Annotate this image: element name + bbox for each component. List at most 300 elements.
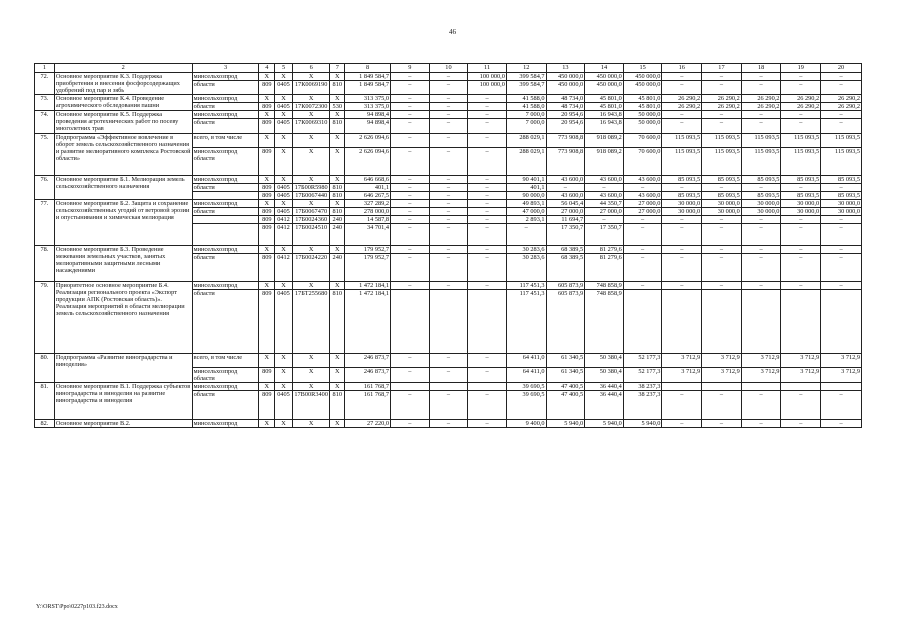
funding-amount-cell: – [391,192,430,200]
funding-amount-cell: – [468,282,507,290]
budget-code-cell: 0405 [275,290,293,354]
budget-code-cell: X [330,419,345,427]
funding-amount-cell: – [702,73,742,81]
table-row [35,419,862,427]
funding-amount-cell: 30 000,0 [702,200,742,208]
funding-amount-cell: – [702,119,742,133]
funding-amount-cell: – [429,176,468,184]
funding-amount-cell: 3 712,9 [702,354,742,368]
budget-code-cell: X [330,176,345,184]
funding-amount-cell: 646 668,6 [345,176,391,184]
funding-amount-cell: 48 734,0 [546,95,585,103]
funding-amount-cell: 41 588,0 [506,103,546,111]
budget-code-cell: 0405 [275,391,293,419]
funding-amount-cell: 313 375,0 [345,103,391,111]
funding-amount-cell: 94 898,4 [345,119,391,133]
program-activity-name: Основное мероприятие Б.3. Проведение межевания земельных участков, занятых мелиоративными защитными лесными насаждениями [54,245,192,281]
funding-amount-cell: – [662,391,702,419]
column-number-header: 6 [292,64,330,73]
funding-amount-cell: 47 400,5 [546,391,585,419]
funding-amount-cell: – [781,419,821,427]
responsible-executor: области [192,103,259,111]
responsible-executor: области [192,119,259,133]
funding-amount-cell: – [662,73,702,81]
table-row [35,73,862,81]
funding-amount-cell: 64 411,0 [506,354,546,368]
funding-amount-cell: 39 690,5 [506,383,546,391]
funding-amount-cell: – [468,200,507,208]
funding-amount-cell: – [546,184,585,192]
budget-code-cell: X [292,368,330,383]
column-number-header: 17 [702,64,742,73]
budget-code-cell: 810 [330,290,345,354]
funding-amount-cell: 26 290,2 [702,95,742,103]
funding-amount-cell: – [781,391,821,419]
responsible-executor: минсельхозпрод [192,419,259,427]
program-activity-name: Основное мероприятие В.1. Поддержка субъектов виноградарства и виноделия на развитие виноградарства и виноделия [54,383,192,419]
funding-amount-cell: – [821,245,862,253]
program-activity-name: Основное мероприятие К.4. Проведение агрохимического обследования пашни [54,95,192,111]
funding-amount-cell: 773 908,8 [546,147,585,175]
funding-amount-cell: 38 237,3 [623,383,662,391]
column-number-header: 8 [345,64,391,73]
funding-amount-cell: 11 694,7 [546,216,585,224]
budget-code-cell: X [292,282,330,290]
budget-code-cell: 240 [330,224,345,245]
funding-amount-cell: 161 768,7 [345,391,391,419]
funding-amount-cell: – [781,245,821,253]
responsible-executor: минсельхозпрод [192,245,259,253]
funding-amount-cell: – [429,354,468,368]
funding-amount-cell [741,383,781,391]
budget-code-cell: X [292,419,330,427]
budget-code-cell: X [275,368,293,383]
budget-code-cell: 240 [330,216,345,224]
funding-amount-cell: 115 093,5 [741,133,781,147]
budget-code-cell: X [330,200,345,208]
funding-amount-cell: 115 093,5 [781,133,821,147]
funding-amount-cell: – [821,253,862,281]
column-number-header: 7 [330,64,345,73]
funding-amount-cell: 43 600,0 [585,176,624,184]
funding-amount-cell: 85 093,5 [702,192,742,200]
budget-code-cell: 0405 [275,81,293,95]
funding-amount-cell: 45 801,0 [585,95,624,103]
funding-amount-cell: – [662,119,702,133]
funding-amount-cell: – [429,192,468,200]
funding-amount-cell: 30 000,0 [781,208,821,216]
responsible-executor: минсельхозпрод [192,200,259,208]
column-number-header: 18 [741,64,781,73]
column-number-header: 13 [546,64,585,73]
funding-amount-cell: – [585,216,624,224]
budget-code-cell: X [275,354,293,368]
funding-amount-cell: – [391,282,430,290]
budget-code-cell: 809 [259,391,275,419]
budget-code-cell: 809 [259,119,275,133]
row-number: 72. [35,73,55,95]
funding-amount-cell: 36 440,4 [585,391,624,419]
row-number: 80. [35,354,55,383]
funding-amount-cell: 7 000,0 [506,111,546,119]
budget-code-cell: 809 [259,208,275,216]
funding-amount-cell: 14 587,8 [345,216,391,224]
funding-amount-cell [662,383,702,391]
funding-amount-cell: 3 712,9 [662,368,702,383]
funding-amount-cell: 1 849 584,7 [345,81,391,95]
funding-amount-cell: 30 000,0 [702,208,742,216]
funding-amount-cell: 43 600,0 [623,192,662,200]
responsible-executor [192,192,259,200]
funding-amount-cell: 44 350,7 [585,200,624,208]
column-number-header: 12 [506,64,546,73]
funding-amount-cell: 450 000,0 [585,81,624,95]
funding-amount-cell: 85 093,5 [741,176,781,184]
funding-amount-cell: 117 451,3 [506,290,546,354]
funding-amount-cell: – [391,176,430,184]
funding-amount-cell: 16 943,8 [585,111,624,119]
budget-code-cell: 0405 [275,192,293,200]
column-number-header: 10 [429,64,468,73]
budget-code-cell: X [292,200,330,208]
funding-amount-cell: 401,1 [345,184,391,192]
budget-code-cell: X [259,95,275,103]
funding-amount-cell: – [468,119,507,133]
funding-amount-cell: – [429,147,468,175]
budget-code-cell: X [292,354,330,368]
funding-amount-cell: 450 000,0 [546,81,585,95]
funding-amount-cell: 3 712,9 [781,354,821,368]
responsible-executor: минсельхозпрод [192,282,259,290]
funding-amount-cell: – [702,391,742,419]
funding-amount-cell: 85 093,5 [662,192,702,200]
funding-amount-cell: – [741,73,781,81]
funding-amount-cell: 30 000,0 [662,200,702,208]
budget-code-cell: X [259,354,275,368]
funding-amount-cell: 26 290,2 [662,103,702,111]
funding-amount-cell: – [468,103,507,111]
funding-amount-cell [429,383,468,391]
funding-amount-cell: 30 000,0 [821,208,862,216]
funding-amount-cell: – [821,216,862,224]
responsible-executor [192,224,259,245]
funding-amount-cell: – [702,81,742,95]
budget-code-cell: 0405 [275,119,293,133]
budget-code-cell: 809 [259,103,275,111]
funding-amount-cell: – [429,368,468,383]
budget-code-cell: X [259,111,275,119]
funding-amount-cell: 64 411,0 [506,368,546,383]
funding-amount-cell: 26 290,2 [662,95,702,103]
funding-amount-cell: 27 000,0 [585,208,624,216]
column-number-header: 2 [54,64,192,73]
budget-code-cell: X [330,147,345,175]
funding-amount-cell [391,290,430,354]
funding-amount-cell: – [662,184,702,192]
table-row [35,133,862,147]
funding-amount-cell [429,290,468,354]
budget-code-cell: X [292,133,330,147]
funding-amount-cell: – [702,184,742,192]
funding-amount-cell: 179 952,7 [345,253,391,281]
funding-amount-cell: 399 584,7 [506,73,546,81]
funding-amount-cell: 85 093,5 [662,176,702,184]
budget-code-cell: 809 [259,253,275,281]
funding-amount-cell: 450 000,0 [546,73,585,81]
budget-code-cell: X [330,133,345,147]
budget-code-cell: 0405 [275,208,293,216]
funding-amount-cell: – [391,245,430,253]
funding-amount-cell [702,290,742,354]
funding-amount-cell: – [741,216,781,224]
funding-amount-cell: – [391,419,430,427]
funding-amount-cell: 30 000,0 [741,200,781,208]
budget-code-cell: X [259,282,275,290]
funding-amount-cell: – [741,253,781,281]
funding-amount-cell: 85 093,5 [781,192,821,200]
funding-amount-cell [662,290,702,354]
column-number-header: 16 [662,64,702,73]
funding-amount-cell: 30 000,0 [662,208,702,216]
funding-amount-cell: 81 279,6 [585,253,624,281]
funding-amount-cell: – [429,200,468,208]
funding-amount-cell: 3 712,9 [821,368,862,383]
responsible-executor: минсельхозпрод [192,111,259,119]
funding-amount-cell: – [585,184,624,192]
funding-amount-cell: 3 712,9 [702,368,742,383]
funding-amount-cell: – [741,245,781,253]
program-table-wrapper [34,63,862,428]
budget-code-cell: 17В00R3400 [292,391,330,419]
budget-code-cell: 810 [330,81,345,95]
funding-amount-cell: 81 279,6 [585,245,624,253]
funding-amount-cell: – [468,419,507,427]
funding-amount-cell: 5 940,0 [546,419,585,427]
funding-amount-cell: 918 089,2 [585,147,624,175]
funding-amount-cell: 17 350,7 [585,224,624,245]
funding-amount-cell: 2 626 094,6 [345,133,391,147]
funding-amount-cell: – [391,368,430,383]
funding-amount-cell: 3 712,9 [662,354,702,368]
funding-amount-cell: – [821,184,862,192]
funding-amount-cell: – [391,224,430,245]
responsible-executor [192,216,259,224]
funding-amount-cell: – [429,245,468,253]
row-number: 78. [35,245,55,281]
funding-amount-cell: – [662,419,702,427]
budget-code-cell: X [275,111,293,119]
funding-amount-cell: 39 690,5 [506,391,546,419]
funding-amount-cell: – [506,224,546,245]
budget-code-cell: X [292,383,330,391]
budget-code-cell: X [330,95,345,103]
responsible-executor: области [192,391,259,419]
funding-amount-cell: – [391,111,430,119]
funding-amount-cell: – [741,282,781,290]
funding-amount-cell: – [391,119,430,133]
budget-code-cell: X [259,383,275,391]
responsible-executor: всего, в том числе [192,133,259,147]
budget-code-cell: X [330,111,345,119]
funding-amount-cell: – [391,200,430,208]
funding-amount-cell: 90 401,1 [506,176,546,184]
funding-amount-cell: 748 858,9 [585,290,624,354]
funding-amount-cell: 7 000,0 [506,119,546,133]
funding-amount-cell: 327 289,2 [345,200,391,208]
budget-code-cell: X [330,383,345,391]
budget-code-cell: X [330,282,345,290]
funding-amount-cell: – [741,391,781,419]
funding-amount-cell: 47 000,0 [506,208,546,216]
budget-code-cell: 810 [330,391,345,419]
budget-code-cell: X [330,73,345,81]
budget-code-cell: X [292,245,330,253]
funding-amount-cell: – [781,282,821,290]
budget-code-cell: X [275,282,293,290]
funding-amount-cell: – [662,282,702,290]
funding-amount-cell: 50 380,4 [585,368,624,383]
funding-amount-cell: – [702,111,742,119]
funding-amount-cell: – [429,81,468,95]
table-row [35,282,862,290]
budget-code-cell: X [275,133,293,147]
funding-amount-cell: 20 954,6 [546,111,585,119]
row-number: 77. [35,200,55,245]
funding-amount-cell: 27 000,0 [623,208,662,216]
funding-amount-cell: 115 093,5 [741,147,781,175]
funding-amount-cell: – [468,147,507,175]
funding-amount-cell: 94 898,4 [345,111,391,119]
funding-amount-cell: 5 940,0 [623,419,662,427]
funding-amount-cell: – [821,419,862,427]
budget-code-cell: X [292,111,330,119]
funding-amount-cell: 1 472 184,1 [345,290,391,354]
funding-amount-cell: – [741,119,781,133]
funding-amount-cell: 50 000,0 [623,119,662,133]
page-number: 46 [449,28,456,36]
budget-code-cell: 530 [330,103,345,111]
budget-code-cell: 0412 [275,224,293,245]
responsible-executor: минсельхозпрод области [192,368,259,383]
responsible-executor: области [192,253,259,281]
funding-amount-cell: 17 350,7 [546,224,585,245]
budget-code-cell: 17Б0024220 [292,253,330,281]
budget-code-cell: 809 [259,192,275,200]
funding-amount-cell: 16 943,8 [585,119,624,133]
funding-amount-cell: – [468,253,507,281]
funding-amount-cell: – [821,73,862,81]
responsible-executor: минсельхозпрод [192,383,259,391]
funding-amount-cell: 646 267,5 [345,192,391,200]
funding-amount-cell: 85 093,5 [821,192,862,200]
funding-amount-cell: – [429,119,468,133]
row-number: 76. [35,176,55,200]
funding-amount-cell: – [662,111,702,119]
funding-amount-cell: 30 283,6 [506,253,546,281]
budget-code-cell: 0412 [275,253,293,281]
funding-amount-cell: – [662,224,702,245]
funding-amount-cell: – [741,419,781,427]
funding-amount-cell: 50 000,0 [623,111,662,119]
budget-code-cell: 17К0069190 [292,81,330,95]
funding-amount-cell: – [429,111,468,119]
row-number: 73. [35,95,55,111]
funding-amount-cell: 100 000,0 [468,73,507,81]
funding-amount-cell: 43 600,0 [546,192,585,200]
funding-amount-cell: 605 873,9 [546,290,585,354]
funding-amount-cell: 26 290,2 [821,95,862,103]
budget-code-cell: X [292,147,330,175]
budget-code-cell: X [259,200,275,208]
funding-amount-cell: 48 734,0 [546,103,585,111]
funding-amount-cell: – [623,245,662,253]
funding-amount-cell: 399 584,7 [506,81,546,95]
funding-amount-cell: – [391,253,430,281]
funding-amount-cell: – [429,103,468,111]
funding-amount-cell: – [781,119,821,133]
funding-amount-cell: 115 093,5 [821,133,862,147]
funding-amount-cell: 3 712,9 [821,354,862,368]
funding-amount-cell: – [468,224,507,245]
funding-amount-cell: 3 712,9 [741,354,781,368]
funding-amount-cell [468,383,507,391]
funding-amount-cell: – [468,391,507,419]
funding-amount-cell: 34 701,4 [345,224,391,245]
funding-amount-cell: – [429,73,468,81]
funding-amount-cell: 26 290,2 [741,103,781,111]
budget-code-cell: X [275,383,293,391]
funding-amount-cell: 115 093,5 [821,147,862,175]
funding-amount-cell: 52 177,3 [623,354,662,368]
funding-amount-cell: – [468,216,507,224]
program-activity-name: Основное мероприятие Б.2. Защита и сохранение сельскохозяйственных угодий от ветровой эрозии и опустынивания и химическая мелиорация [54,200,192,245]
funding-amount-cell: – [781,73,821,81]
funding-amount-cell: 43 600,0 [585,192,624,200]
budget-code-cell: X [330,368,345,383]
budget-code-cell: 240 [330,253,345,281]
funding-amount-cell: – [468,184,507,192]
funding-amount-cell: 26 290,2 [821,103,862,111]
funding-amount-cell: – [391,147,430,175]
funding-amount-cell: 3 712,9 [741,368,781,383]
column-number-header: 11 [468,64,507,73]
funding-amount-cell: 30 283,6 [506,245,546,253]
funding-amount-cell: – [702,224,742,245]
funding-amount-cell: 450 000,0 [585,73,624,81]
funding-amount-cell: – [702,419,742,427]
funding-amount-cell: 68 389,5 [546,253,585,281]
funding-amount-cell: 70 600,0 [623,147,662,175]
budget-code-cell: 17К0069310 [292,119,330,133]
table-row [35,95,862,103]
funding-amount-cell: 41 588,0 [506,95,546,103]
funding-amount-cell: 9 400,0 [506,419,546,427]
funding-amount-cell: 2 626 094,6 [345,147,391,175]
funding-amount-cell: – [429,184,468,192]
funding-amount-cell: 115 093,5 [662,147,702,175]
program-activity-name: Приоритетное основное мероприятие Б.4. Реализация регионального проекта «Экспорт продукции АПК (Ростовская область)». Реализация мероприятий в области мелиорации земель сельскохозяйственного назначения [54,282,192,354]
footer-file-path: Y:\ORST\Ppo\0227p103.f23.docx [36,604,118,610]
funding-amount-cell: 61 340,5 [546,368,585,383]
funding-amount-cell: – [468,111,507,119]
budget-code-cell: 810 [330,208,345,216]
budget-code-cell: 0405 [275,184,293,192]
column-number-header: 9 [391,64,430,73]
funding-amount-cell: – [468,133,507,147]
funding-amount-cell: – [391,95,430,103]
funding-amount-cell: 43 600,0 [546,176,585,184]
funding-amount-cell: – [468,176,507,184]
